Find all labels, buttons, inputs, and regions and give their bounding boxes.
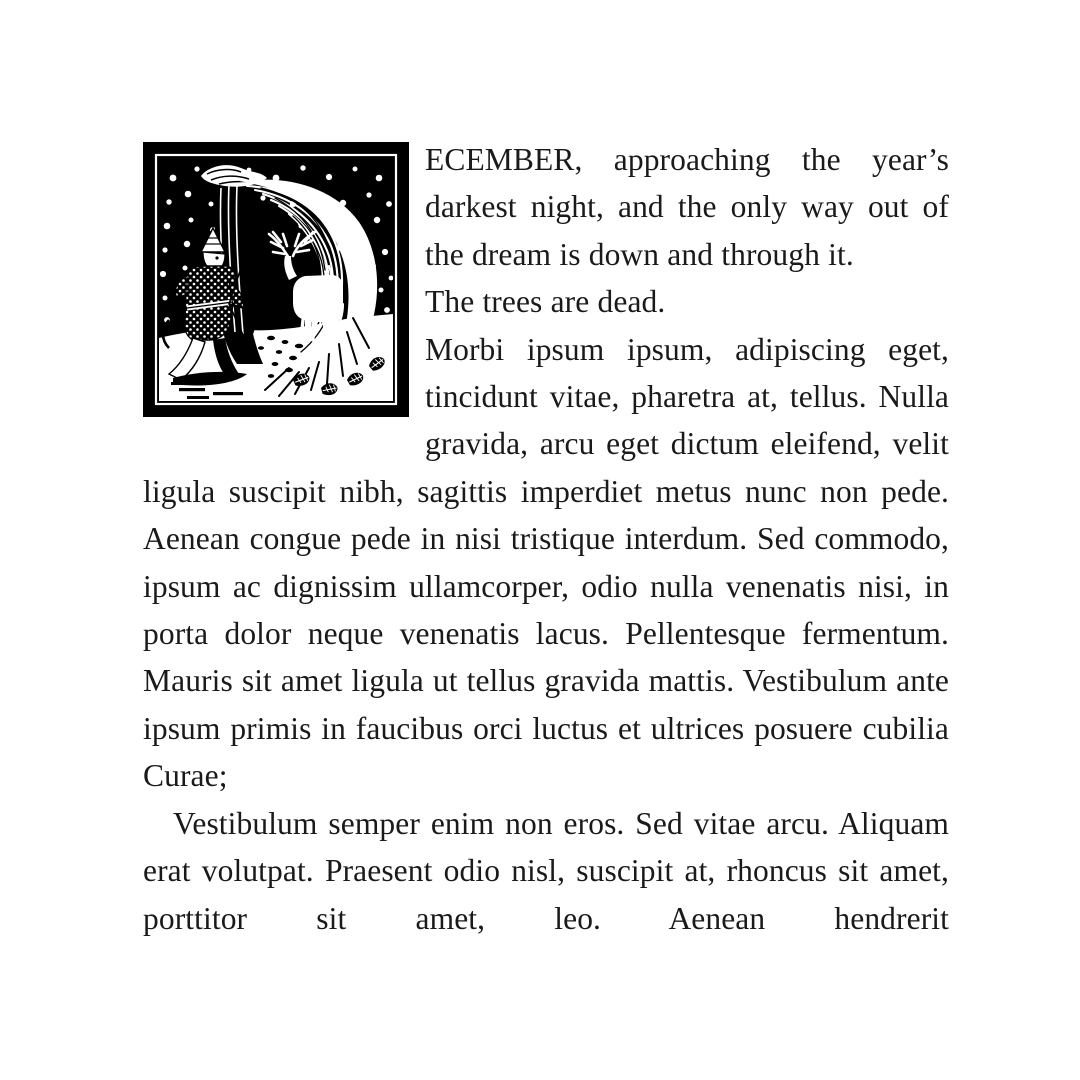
opening-lead-sentence: ECEMBER, approaching the year’s darkest night, and the only way out of the dream is down and through it. xyxy=(425,142,949,272)
opening-continuation: Morbi ipsum ipsum, adipiscing eget, tincidunt vitae, pharetra at, tellus. Nulla gravida, arcu eget dictum eleifend, velit ligula suscipit nibh, sagittis imperdiet metus nunc non pede. Aenean congue pede in nisi tristique interdum. Sed commodo, ipsum ac dignissim ullamcorper, odio nulla venenatis nisi, in porta dolor neque venenatis lacus. Pellentesque fermentum. Mauris sit amet ligula ut tellus gravida mattis. Vestibulum ante ipsum primis in faucibus orci luctus et ultrices posuere cubilia Curae; xyxy=(143,331,949,794)
december-woodcut-initial-illustration xyxy=(143,142,409,417)
opening-short-line: The trees are dead. xyxy=(425,284,666,320)
body-text-column xyxy=(143,136,949,942)
second-paragraph: Vestibulum semper enim non eros. Sed vitae arcu. Aliquam erat volutpat. Praesent odio nisl, suscipit at, rhoncus sit amet, porttitor sit amet, leo. Aenean hendrerit xyxy=(143,805,949,936)
